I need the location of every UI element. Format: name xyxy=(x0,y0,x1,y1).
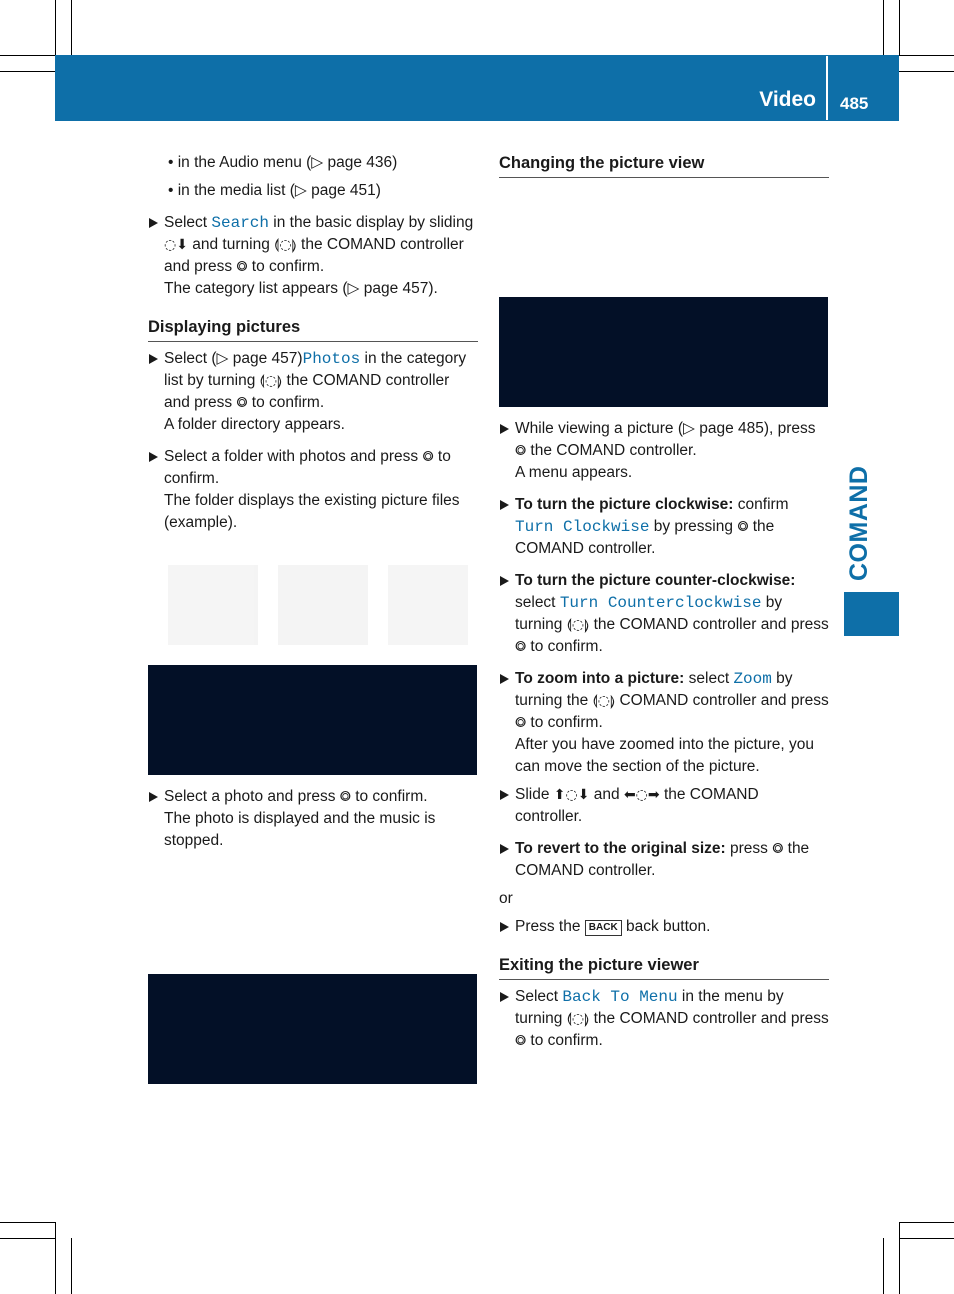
menu-item-search: Search xyxy=(211,214,269,232)
instruction-step: Slide ⬆◌⬇ and ⬅◌➡ the COMAND controller. xyxy=(499,784,829,828)
section-heading: Exiting the picture viewer xyxy=(499,954,829,980)
crop-mark xyxy=(0,1238,55,1239)
menu-item-turn-counterclockwise: Turn Counterclockwise xyxy=(559,594,762,612)
left-column-lower xyxy=(148,786,478,852)
press-controller-icon: ⭗ xyxy=(236,395,248,411)
crop-mark xyxy=(899,1222,900,1294)
press-controller-icon: ⭗ xyxy=(772,841,784,857)
menu-item-back-to-menu: Back To Menu xyxy=(562,988,678,1006)
instruction-step: To revert to the original size: press ⭗ the COMAND controller. xyxy=(499,838,829,882)
press-controller-icon: ⭗ xyxy=(515,443,527,459)
page-number: 485 xyxy=(840,94,869,113)
instruction-step: To turn the picture counter-clockwise: select Turn Counterclockwise by turning ⟬◌⟭ the COMAND controller and press ⭗ to confirm. xyxy=(499,570,829,658)
press-controller-icon: ⭗ xyxy=(737,519,749,535)
step-result: The category list appears (▷ page 457). xyxy=(164,280,438,297)
crop-mark xyxy=(71,1238,72,1294)
instruction-step: While viewing a picture (▷ page 485), press ⭗ the COMAND controller. A menu appears. xyxy=(499,418,829,484)
slide-up-down-icon: ⬆◌⬇ xyxy=(553,787,590,803)
header-separator xyxy=(826,56,828,120)
section-heading: Displaying pictures xyxy=(148,316,478,342)
crop-mark xyxy=(899,1238,954,1239)
menu-item-turn-clockwise: Turn Clockwise xyxy=(515,518,650,536)
section-heading: Changing the picture view xyxy=(499,152,829,178)
crop-mark xyxy=(0,55,55,56)
crop-mark xyxy=(883,0,884,55)
screenshot-photo-view xyxy=(148,974,477,1084)
side-tab-label: COMAND xyxy=(845,465,873,581)
crop-mark xyxy=(899,55,954,56)
left-column xyxy=(148,152,478,534)
list-item: • in the media list (▷ page 451) xyxy=(168,182,381,199)
rotate-controller-icon: ⟬◌⟭ xyxy=(274,237,297,253)
slide-left-right-icon: ⬅◌➡ xyxy=(623,787,660,803)
crop-mark xyxy=(0,1222,55,1223)
instruction-step: Select Back To Menu in the menu by turning ⟬◌⟭ the COMAND controller and press ⭗ to confirm. xyxy=(499,986,829,1052)
back-key-icon: BACK xyxy=(585,920,622,936)
rotate-controller-icon: ⟬◌⟭ xyxy=(259,373,283,389)
instruction-step: To zoom into a picture: select Zoom by turning the ⟬◌⟭ COMAND controller and press ⭗ to confirm. After you have zoomed into the picture, you can move the section of the picture. xyxy=(499,668,829,778)
slide-down-icon: ◌⬇ xyxy=(164,237,188,253)
crop-mark xyxy=(883,1238,884,1294)
side-tab xyxy=(844,592,899,636)
press-controller-icon: ⭗ xyxy=(515,639,527,655)
press-controller-icon: ⭗ xyxy=(236,259,248,275)
crop-mark xyxy=(55,1222,56,1294)
step-result: The folder displays the existing picture files (example). xyxy=(164,492,460,531)
screenshot-folder-view xyxy=(148,665,477,775)
page-title: Video xyxy=(759,88,816,111)
menu-item-zoom: Zoom xyxy=(733,670,772,688)
menu-item-photos: Photos xyxy=(302,350,361,368)
press-controller-icon: ⭗ xyxy=(515,1033,527,1049)
crop-mark xyxy=(899,71,954,72)
rotate-controller-icon: ⟬◌⟭ xyxy=(592,693,616,709)
crop-mark xyxy=(899,0,900,55)
instruction-step: To turn the picture clockwise: confirm Turn Clockwise by pressing ⭗ the COMAND controller. xyxy=(499,494,829,560)
instruction-step: Select (▷ page 457)Photos in the category list by turning ⟬◌⟭ the COMAND controller and press ⭗ to confirm. A folder directory appears. xyxy=(148,348,478,436)
screenshot-picture-menu xyxy=(499,297,828,407)
rotate-controller-icon: ⟬◌⟭ xyxy=(566,617,590,633)
instruction-step: Select a folder with photos and press ⭗ to confirm. The folder displays the existing picture files (example). xyxy=(148,446,478,534)
right-column-lower xyxy=(499,418,829,1052)
list-item: • in the Audio menu (▷ page 436) xyxy=(168,154,398,171)
instruction-step: Press the BACK back button. xyxy=(499,916,829,938)
or-text: or xyxy=(499,890,513,907)
crop-mark xyxy=(71,0,72,55)
screenshot-folder-ghost xyxy=(148,555,477,665)
crop-mark xyxy=(55,0,56,55)
step-result: After you have zoomed into the picture, you can move the section of the picture. xyxy=(515,736,814,775)
instruction-step: Select a photo and press ⭗ to confirm. The photo is displayed and the music is stopped. xyxy=(148,786,478,852)
step-result: A menu appears. xyxy=(515,464,633,481)
press-controller-icon: ⭗ xyxy=(339,789,351,805)
press-controller-icon: ⭗ xyxy=(422,449,434,465)
instruction-step: Select Search in the basic display by sliding ◌⬇ and turning ⟬◌⟭ the COMAND controller and press ⭗ to confirm. The category list appears (▷ page 457). xyxy=(148,212,478,300)
rotate-controller-icon: ⟬◌⟭ xyxy=(566,1011,590,1027)
press-controller-icon: ⭗ xyxy=(515,715,527,731)
step-result: The photo is displayed and the music is stopped. xyxy=(164,810,436,849)
crop-mark xyxy=(0,71,55,72)
crop-mark xyxy=(899,1222,954,1223)
right-column xyxy=(499,152,829,184)
step-result: A folder directory appears. xyxy=(164,416,345,433)
